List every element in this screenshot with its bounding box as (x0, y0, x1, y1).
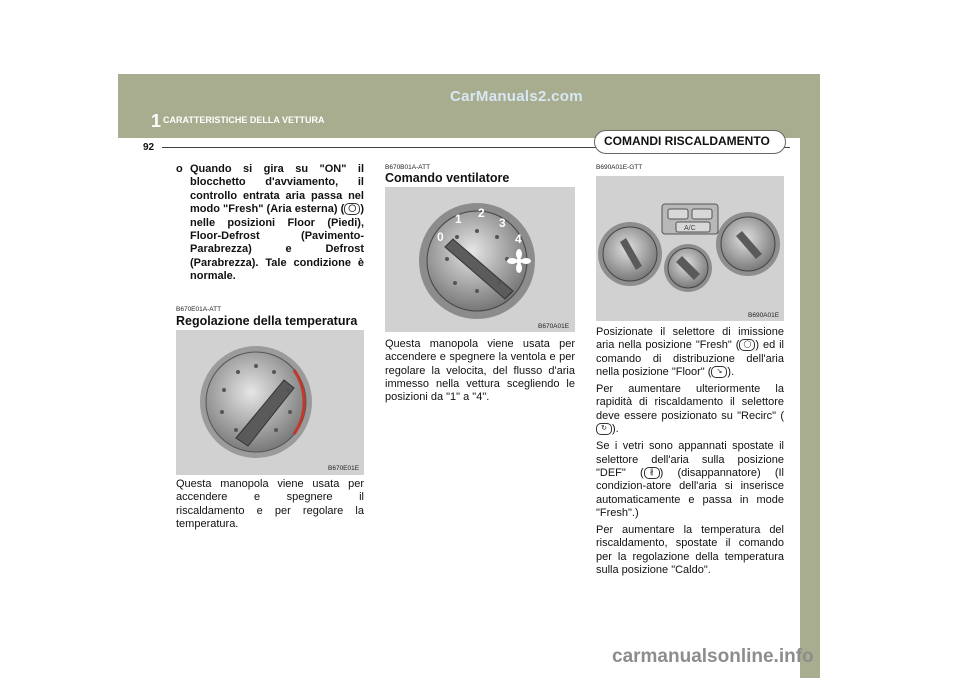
fan-dial-2: 2 (478, 206, 485, 220)
bullet-text-before: Quando si gira su "ON" il blocchetto d'avviamento, il controllo entrata aria passa nel modo "Fresh" (Aria esterna) ( (190, 163, 364, 216)
fan-dial-3: 3 (499, 216, 506, 230)
bullet-note (176, 163, 364, 284)
p1-after: ). (727, 365, 735, 378)
p2-after: ). (612, 423, 619, 436)
header-band (118, 74, 820, 138)
image-caption-temperature: B670E01E (328, 465, 360, 472)
ac-button-label: A/C (684, 225, 696, 232)
p1-before: Posizionate il selettore di imissione aria nella posizione "Fresh" ( (596, 326, 784, 352)
heading-fan: Comando ventilatore (385, 171, 510, 185)
bullet-text (190, 163, 364, 284)
heating-paragraph-4: Per aumentare la temperatura del riscaldamento, spostate il comando per la regolazione della temperatura sulla posizione "Caldo". (596, 524, 784, 577)
recirc-icon: ↻ (596, 423, 612, 435)
p1-middle: ) ed il comando di distribuzione dell'aria nella posizione "Floor" ( (596, 339, 784, 378)
floor-mode-icon: ↘ (711, 366, 727, 378)
fresh-air-icon: ◯ (344, 203, 360, 215)
image-caption-panel: B690A01E (748, 312, 780, 319)
temperature-body-text: Questa manopola viene usata per accendere e spegnere il riscaldamento e per regolare la temperatura. (176, 478, 364, 530)
watermark-top[interactable]: CarManuals2.com (450, 88, 583, 105)
control-panel-image (596, 176, 784, 321)
side-band (800, 74, 820, 678)
temperature-knob-image (176, 330, 364, 475)
p2-before: Per aumentare ulteriormente la rapidità di riscaldamento il selettore deve essere posizionato su "Recirc" ( (596, 383, 784, 422)
fan-dial-1: 1 (455, 212, 462, 226)
fan-knob-image (385, 187, 575, 332)
section-code-temperature: B670E01A-ATT (176, 306, 222, 313)
temperature-knob-illustration (176, 330, 364, 475)
bullet-text-after: ) nelle posizioni Floor (Piedi), Floor-Defrost (Pavimento-Parabrezza) e Defrost (Parabrezza). Tale condizione è normale. (190, 203, 364, 283)
chapter-title: CARATTERISTICHE DELLA VETTURA (163, 115, 325, 125)
image-caption-fan: B670A01E (538, 323, 570, 330)
p3-before: Se i vetri sono appannati spostate il selettore dell'aria sulla posizione "DEF" ( (596, 440, 784, 479)
section-code-fan: B670B01A-ATT (385, 164, 431, 171)
control-panel-illustration (596, 176, 784, 321)
fan-body-text: Questa manopola viene usata per accendere e spegnere la ventola e per regolare la velocita, del flusso d'aria immesso nella vettura scegliendo le posizioni da "1" a "4". (385, 338, 575, 404)
fan-dial-4: 4 (515, 232, 522, 246)
bullet-mark: o (176, 163, 183, 175)
section-title: COMANDI RISCALDAMENTO (604, 134, 770, 148)
heating-paragraph-3 (596, 440, 784, 520)
page-number: 92 (143, 142, 155, 153)
fan-knob-illustration (385, 187, 575, 332)
heating-body-text (596, 326, 784, 581)
fresh-air-icon: ◯ (739, 339, 755, 351)
watermark-bottom[interactable]: carmanualsonline.info (612, 646, 814, 667)
heading-temperature: Regolazione della temperatura (176, 314, 358, 328)
fan-dial-0: 0 (437, 230, 444, 244)
chapter-number: 1 (151, 111, 162, 131)
heating-paragraph-1 (596, 326, 784, 379)
section-code-heating: B690A01E-GTT (596, 164, 643, 171)
def-mode-icon: ∦ (644, 467, 660, 479)
p3-after: ) (disappannatore) (Il condizion-atore dell'aria si inserisce automaticamente e passa in mode "Fresh".) (596, 466, 785, 519)
heating-paragraph-2 (596, 383, 784, 436)
